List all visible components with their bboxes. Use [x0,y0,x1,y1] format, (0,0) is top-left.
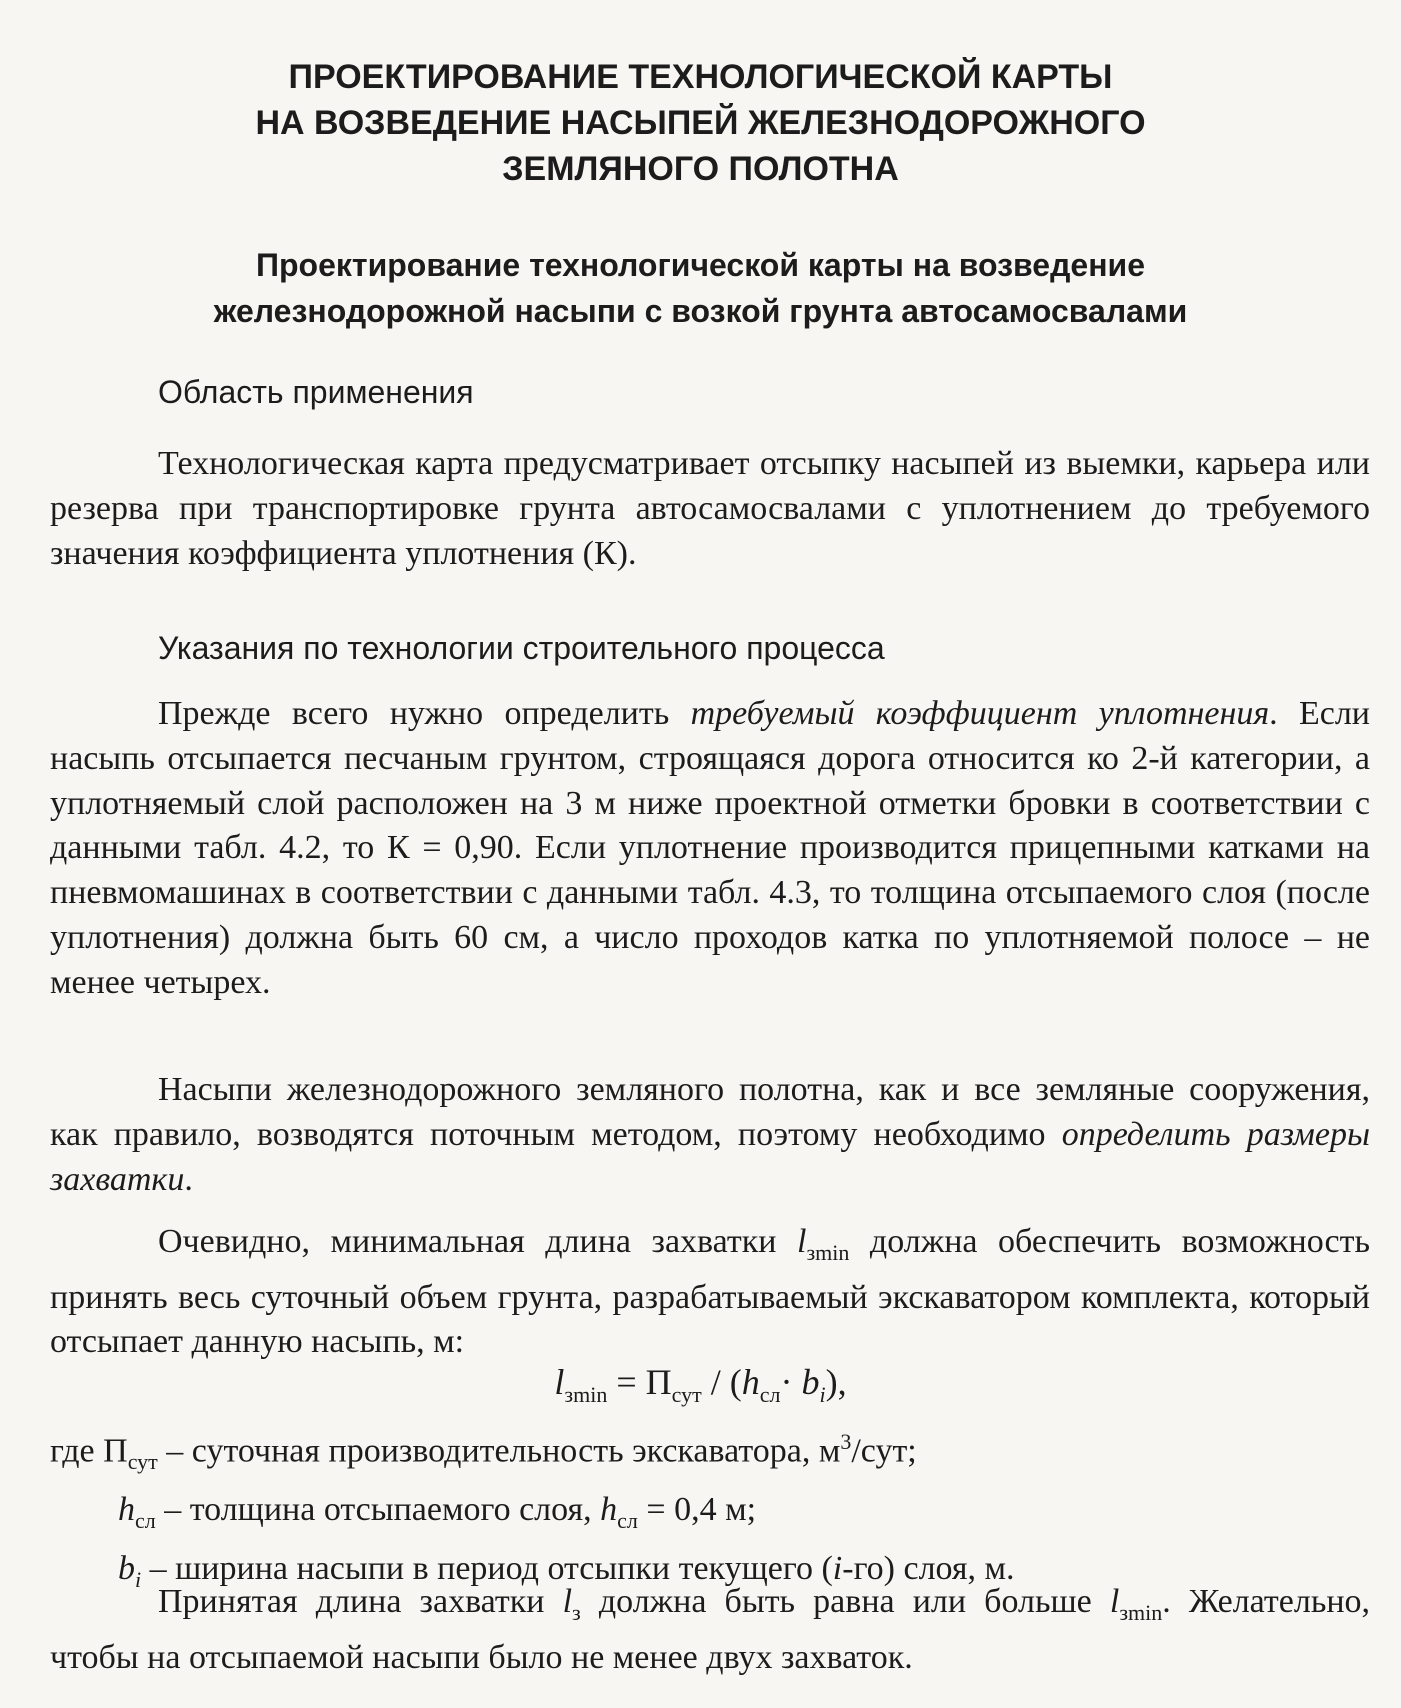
definition-item: $h_{сл}$ – толщина отсыпаемого слоя, $h_{сл} = 0,4$ м; [118,1491,757,1533]
paragraph-min-length: Очевидно, минимальная длина захватки $l_{зmin}$ должна обеспечить возможность принять весь суточный объем грунта, разрабатываемый экскаватором комплекта, который отсыпает данную насыпь, м: [50,1223,1371,1361]
definition-item: где $П_{сут}$ – суточная производительность экскаватора, $м^3$/сут; [50,1429,917,1475]
definition-item: $b_i$ – ширина насыпи в период отсыпки текущего (i-го) слоя, м. [118,1549,1015,1592]
paragraph-compaction: Прежде всего нужно определить требуемый коэффициент уплотнения. Если насыпь отсыпается песчаным грунтом, строящаяся дорога относится ко 2-й категории, а уплотняемый слой расположен на 3 м ниже проектной отметки бровки в соответствии с данными табл. 4.2, то К = 0,90. Если уплотнение производится прицепными катками на пневмомашинах в соответствии с данными табл. 4.3, то толщина отсыпаемого слоя (после уплотнения) должна быть 60 см, а число проходов катка по уплотняемой полосе – не менее четырех. [50,695,1371,1001]
paragraph-accepted-length: Принятая длина захватки $l_з$ должна быть равна или больше $l_{зmin}$. Желательно, чтобы на отсыпаемой насыпи было не менее двух захваток. [50,1583,1371,1676]
heading-scope: Область применения [158,374,474,410]
definitions-list [50,1418,1370,1604]
paragraph-flow-method: Насыпи железнодорожного земляного полотна, как и все земляные сооружения, как правило, возводятся поточным методом, поэтому необходимо определить размеры захватки. [50,1071,1371,1198]
page-title: ПРОЕКТИРОВАНИЕ ТЕХНОЛОГИЧЕСКОЙ КАРТЫ НА ВОЗВЕДЕНИЕ НАСЫПЕЙ ЖЕЛЕЗНОДОРОЖНОГО ЗЕМЛЯНОГО ПОЛОТНА [255,58,1146,188]
formula: $l_{зmin} = П_{сут} / (h_{сл}\cdot b_i)$, [554,1362,847,1408]
heading-technology: Указания по технологии строительного процесса [158,630,885,666]
paragraph-scope: Технологическая карта предусматривает отсыпку насыпей из выемки, карьера или резерва при транспортировке грунта автосамосвалами с уплотнением до требуемого значения коэффициента уплотнения (К). [50,445,1370,572]
section-title: Проектирование технологической карты на возведение железнодорожной насыпи с возкой грунта автосамосвалами [213,247,1188,329]
